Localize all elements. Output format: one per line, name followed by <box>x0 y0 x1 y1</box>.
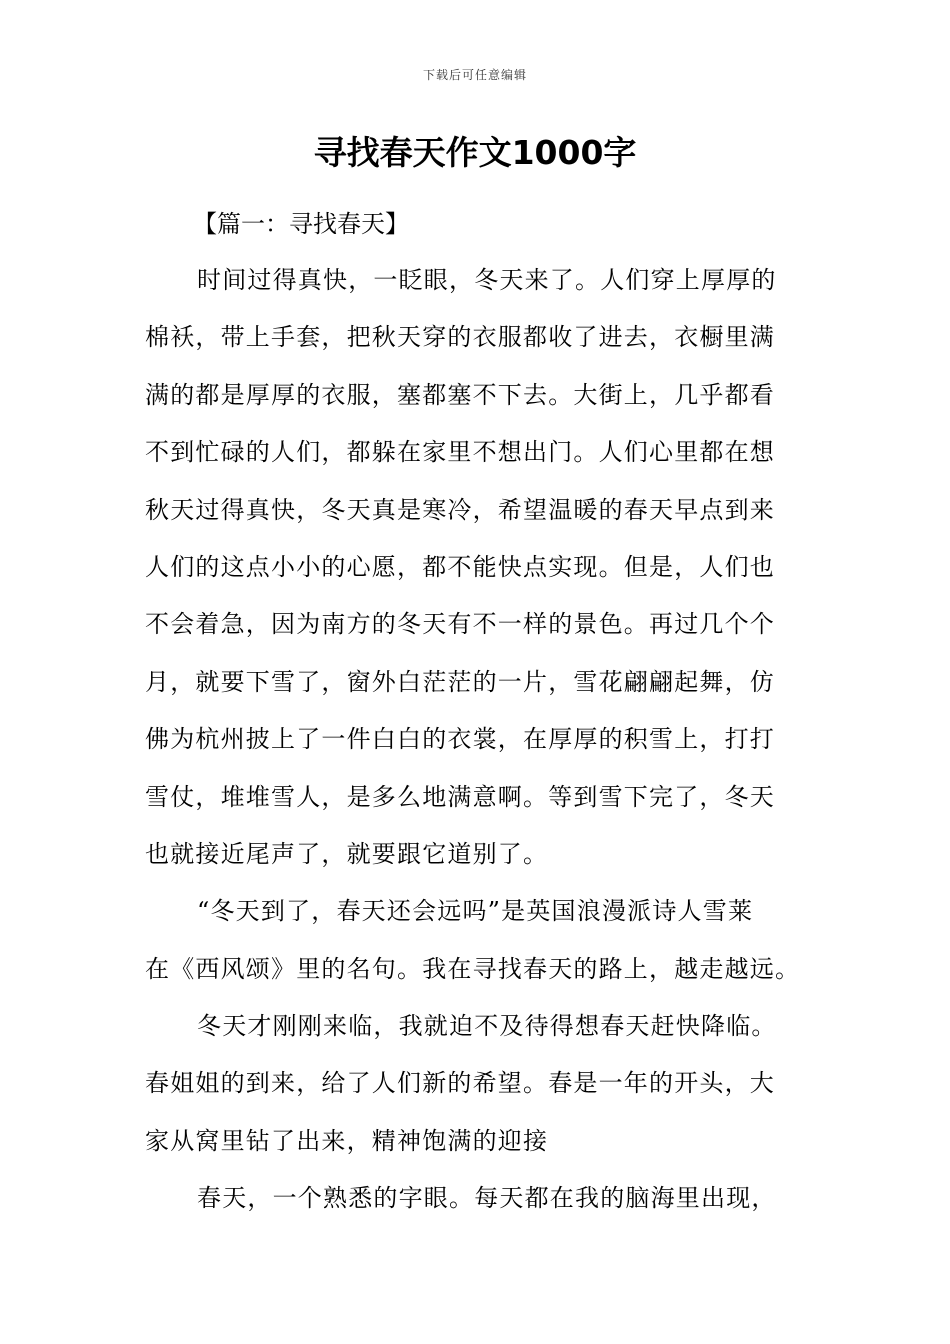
text-line: 人们的这点小小的心愿，都不能快点实现。但是，人们也 <box>145 552 775 581</box>
text-line: 秋天过得真快，冬天真是寒冷，希望温暖的春天早点到来 <box>145 495 775 524</box>
text-line: 棉袄，带上手套，把秋天穿的衣服都收了进去，衣橱里满 <box>145 323 775 352</box>
section-heading: 【篇一：寻找春天】 <box>193 210 409 238</box>
text-line: 不到忙碌的人们，都躲在家里不想出门。人们心里都在想 <box>145 438 775 467</box>
text-line: 春姐姐的到来，给了人们新的希望。春是一年的开头，大 <box>145 1069 775 1098</box>
text-line: 春天，一个熟悉的字眼。每天都在我的脑海里出现， <box>197 1184 777 1213</box>
text-line: 冬天才刚刚来临，我就迫不及待得想春天赶快降临。 <box>197 1012 777 1041</box>
text-line: 满的都是厚厚的衣服，塞都塞不下去。大街上，几乎都看 <box>145 380 775 409</box>
document-body <box>145 196 815 1228</box>
document-title: 寻找春天作文1000字 <box>313 133 637 172</box>
text-line: 不会着急，因为南方的冬天有不一样的景色。再过几个个 <box>145 610 775 639</box>
text-line: 家从窝里钻了出来，精神饱满的迎接 <box>145 1126 549 1155</box>
text-line: “冬天到了，春天还会远吗”是英国浪漫派诗人雪莱 <box>197 897 754 926</box>
text-line: 也就接近尾声了，就要跟它道别了。 <box>145 839 549 868</box>
text-line: 在《西风颂》里的名句。我在寻找春天的路上，越走越远。 <box>145 954 801 983</box>
text-line: 月，就要下雪了，窗外白茫茫的一片，雪花翩翩起舞，仿 <box>145 667 775 696</box>
text-line: 时间过得真快，一眨眼，冬天来了。人们穿上厚厚的 <box>197 266 777 294</box>
header-note: 下载后可任意编辑 <box>422 68 527 82</box>
text-line: 雪仗，堆堆雪人，是多么地满意啊。等到雪下完了，冬天 <box>145 782 775 811</box>
text-line: 佛为杭州披上了一件白白的衣裳，在厚厚的积雪上，打打 <box>145 725 775 754</box>
